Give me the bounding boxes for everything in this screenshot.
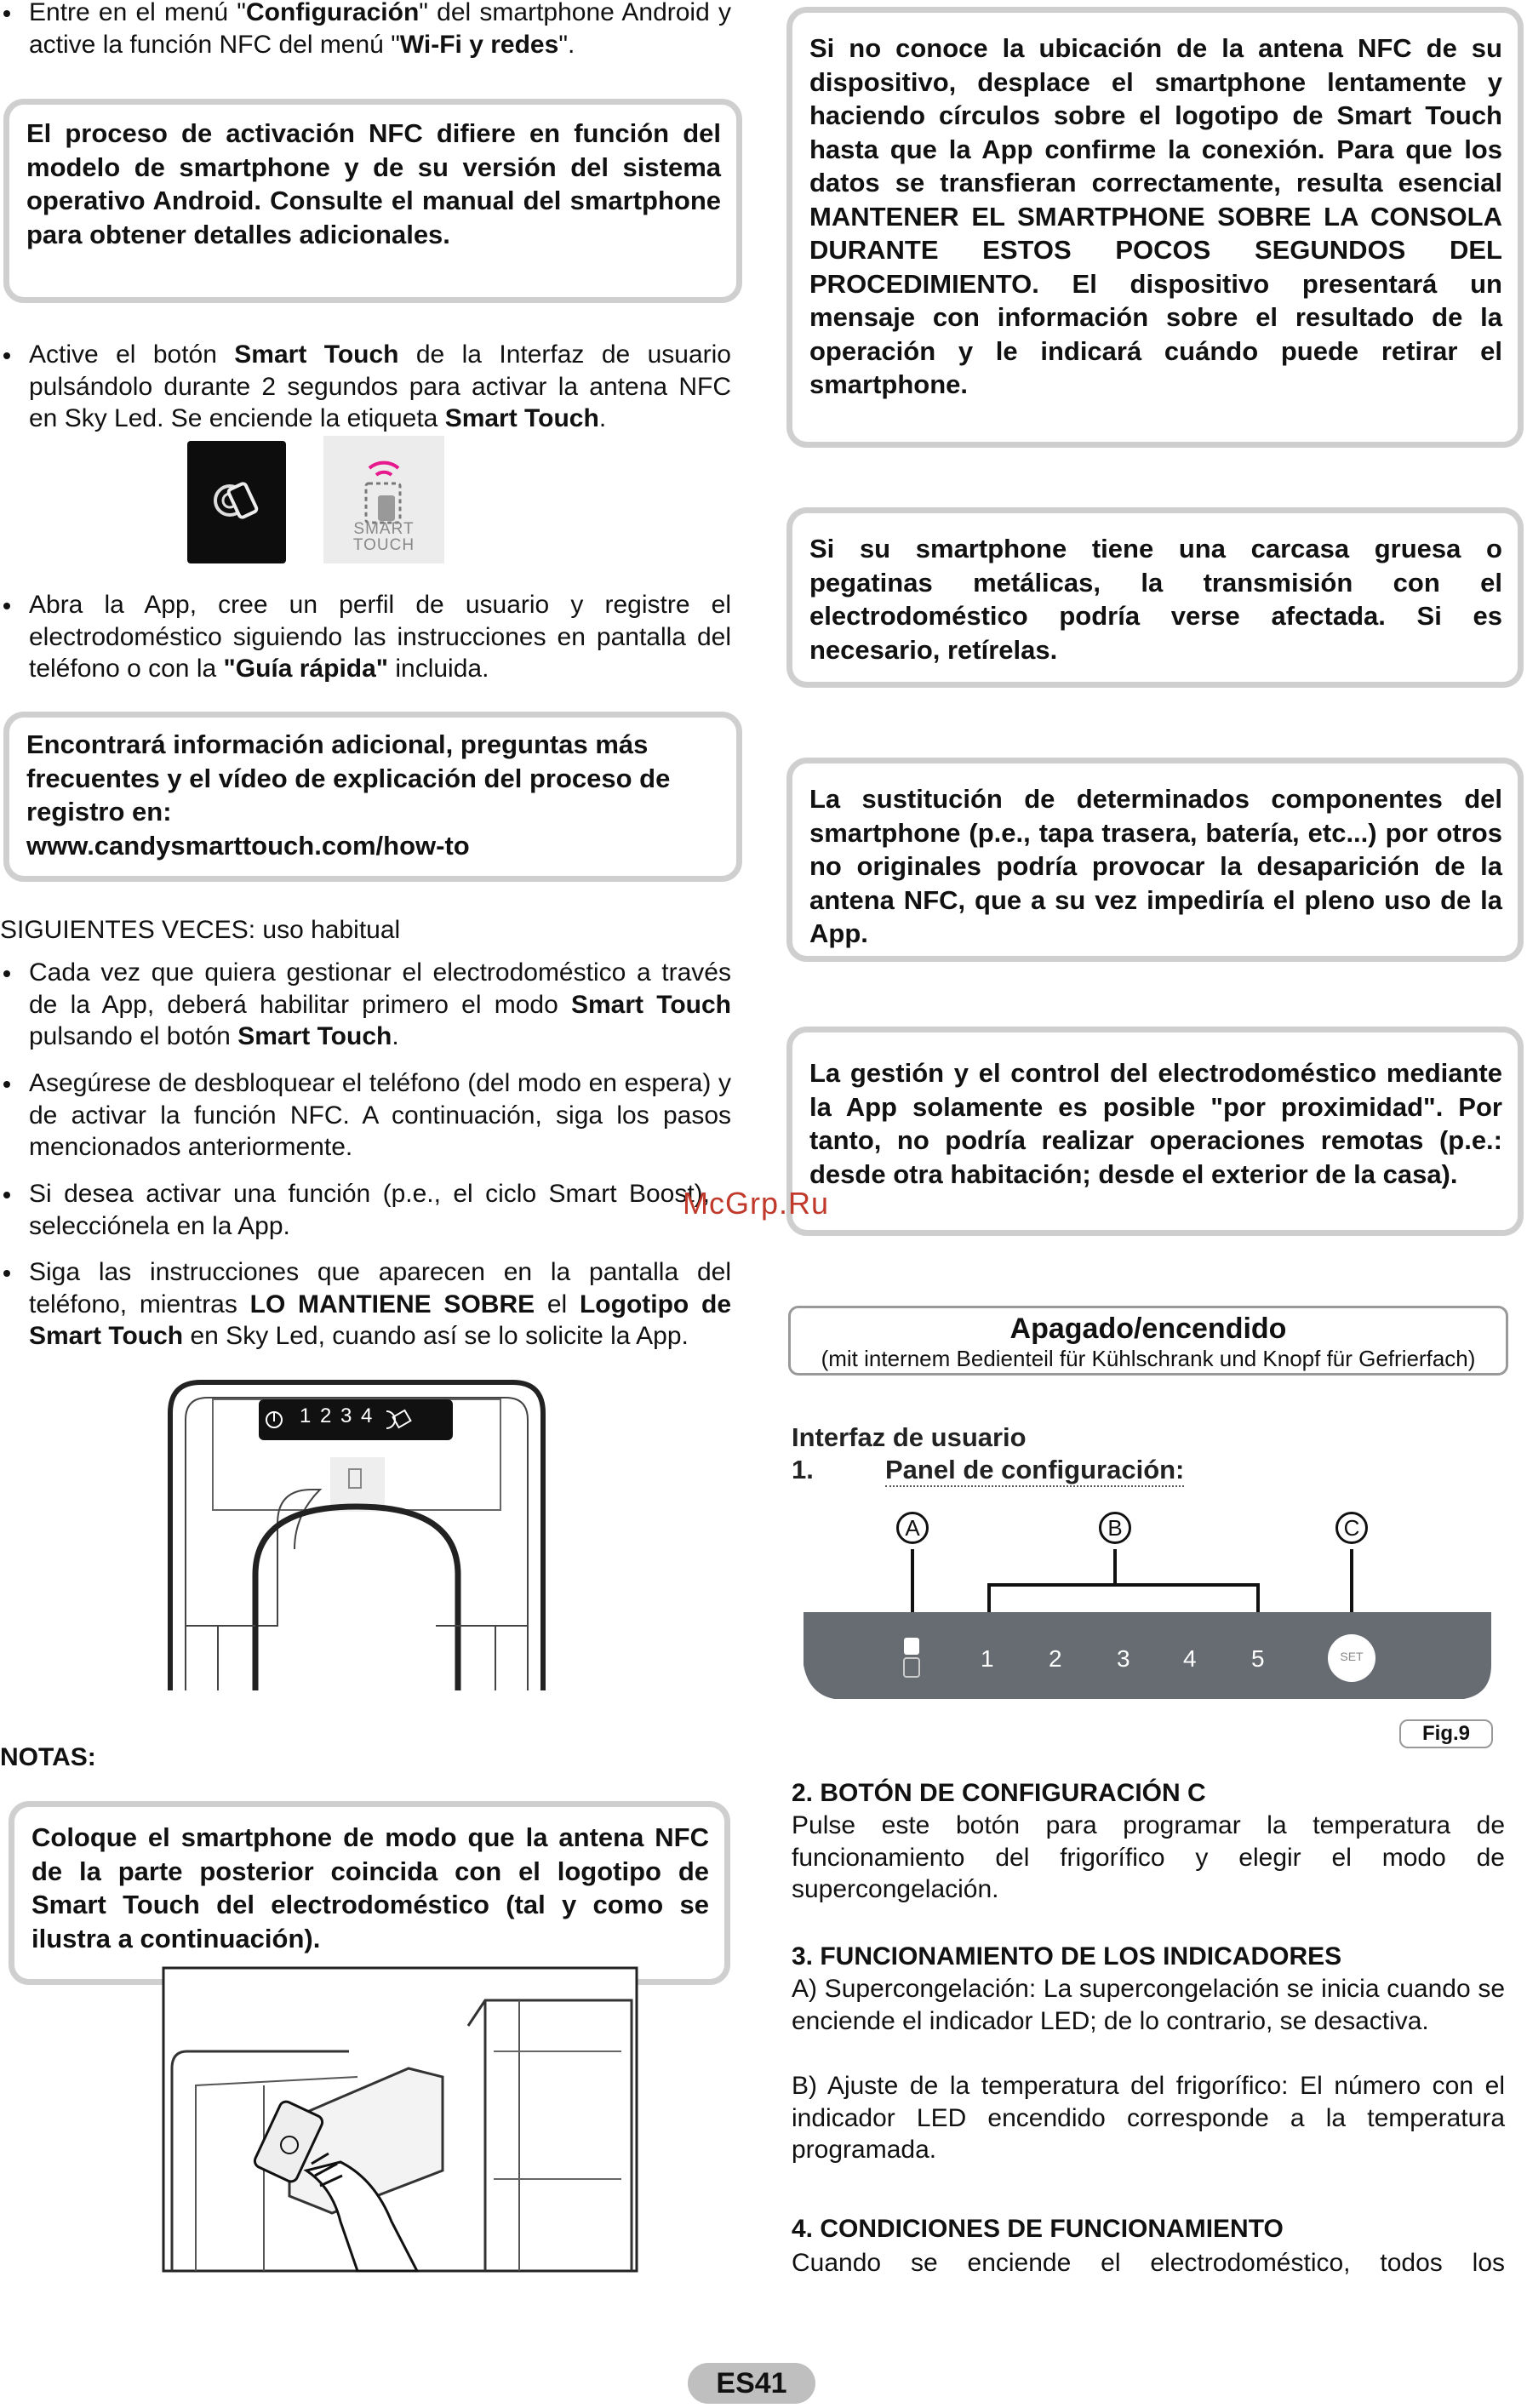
panel-digit-2: 2 [1049, 1645, 1062, 1672]
note-box-position-phone: Coloque el smartphone de modo que la antena NFC de la parte posterior coincida con el logotipo de Smart Touch del electrodoméstico (tal y como se ilustra a continuación). [9, 1801, 730, 1985]
note-box-component-replacement: La sustitución de determinados componentes del smartphone (p.e., tapa trasera, batería, etc...) por otros no originales podría provocar la desaparición de la antena NFC, que a su vez impediría el pleno uso de la App. [786, 758, 1524, 962]
instruction-open-app: Abra la App, cree un perfil de usuario y registre el electrodoméstico siguiendo las instrucciones en pantalla del teléfono o con la "Guía rápida" incluida. [29, 589, 731, 685]
bullet-desbloquear-telefono: Asegúrese de desbloquear el teléfono (del modo en espera) y de activar la función NFC. A continuación, siga los pasos mencionados anteriormente. [29, 1067, 731, 1164]
onoff-title: Apagado/encendido [1009, 1313, 1287, 1345]
control-panel-figure [800, 1512, 1495, 1716]
section-4-body: Cuando se enciende el electrodoméstico, todos los [792, 2249, 1505, 2277]
section-heading-siguientes-veces: SIGUIENTES VECES: uso habitual [0, 916, 401, 944]
section-2-body: Pulse este botón para programar la temperatura de funcionamiento del frigorífico y elegir el modo de supercongelación. [792, 1811, 1505, 1903]
smart-touch-logo-icon [323, 436, 444, 529]
control-panel-drawing [800, 1512, 1495, 1716]
panel-digit-3: 3 [1117, 1645, 1130, 1672]
section-4-title: 4. CONDICIONES DE FUNCIONAMIENTO [792, 2215, 1284, 2243]
fridge-console-illustration [167, 1379, 546, 1694]
ui-heading: Interfaz de usuario [792, 1422, 1027, 1452]
bullet-habilitar-smart-touch: Cada vez que quiera gestionar el electrodoméstico a través de la App, deberá habilitar primero el modo Smart Touch pulsando el botón Smart Touch. [29, 957, 731, 1053]
figure-label: Fig.9 [1399, 1719, 1493, 1748]
bullet-seguir-instrucciones: Siga las instrucciones que aparecen en la pantalla del teléfono, mientras LO MANTIENE SOBRE el Logotipo de Smart Touch en Sky Led, cuando así se lo solicite la App. [29, 1256, 731, 1353]
panel-heading-number: 1. [792, 1455, 814, 1484]
smart-touch-button-icon [187, 441, 286, 563]
section-3-supercongelacion: A) Supercongelación: La supercongelación se inicia cuando se enciende el indicador LED; de lo contrario, se desactiva. [792, 1975, 1505, 2035]
note-box-nfc-activation: El proceso de activación NFC difiere en función del modelo de smartphone y de su versión del sistema operativo Android. Consulte el manual del smartphone para obtener detalles adicionales. [3, 99, 742, 303]
phone-on-console-drawing [162, 1966, 638, 2273]
panel-digit-5: 5 [1251, 1645, 1265, 1672]
label-b: B [1099, 1512, 1131, 1544]
nfc-tap-icon [187, 441, 286, 563]
section-2-title: 2. BOTÓN DE CONFIGURACIÓN C [792, 1779, 1206, 1807]
note-box-thick-case: Si su smartphone tiene una carcasa gruesa o pegatinas metálicas, la transmisión con el electrodoméstico podría verse afectada. Si es necesario, retírelas. [786, 507, 1524, 688]
page-number: ES41 [716, 2367, 787, 2399]
phone-placement-illustration [162, 1966, 638, 2273]
note-box-more-info: Encontrará información adicional, preguntas más frecuentes y el vídeo de explicación del proceso de registro en: www.candysmarttouch.com/how-to [3, 712, 742, 882]
onoff-header-box [788, 1306, 1508, 1376]
page-number-badge [688, 2363, 815, 2404]
notes-heading: NOTAS: [0, 1743, 96, 1771]
panel-heading: Panel de configuración: [885, 1454, 1184, 1487]
watermark: McGrp.Ru [683, 1186, 830, 1221]
smart-touch-label-text: SMART TOUCH [352, 520, 415, 554]
set-button[interactable]: SET [1340, 1650, 1364, 1663]
instruction-smart-touch-button: Active el botón Smart Touch de la Interfaz de usuario pulsándolo durante 2 segundos para activar la antena NFC en Sky Led. Se enciende la etiqueta Smart Touch. [29, 339, 731, 435]
note-box-proximity-only: La gestión y el control del electrodoméstico mediante la App solamente es posible "por proximidad". Por tanto, no podría realizar operaciones remotas (p.e.: desde otra habitación; desde el exterior de la casa). [786, 1027, 1524, 1236]
bullet-activar-funcion: Si desea activar una función (p.e., el ciclo Smart Boost), selecciónela en la App. [29, 1178, 710, 1242]
console-display-numbers: 1 2 3 4 [300, 1404, 375, 1427]
onoff-subtitle: (mit internem Bedienteil für Kühlschrank und Knopf für Gefrierfach) [821, 1346, 1476, 1371]
panel-digit-1: 1 [981, 1645, 994, 1672]
support-link[interactable]: www.candysmarttouch.com/how-to [26, 830, 470, 861]
label-a: A [896, 1512, 929, 1544]
section-3-title: 3. FUNCIONAMIENTO DE LOS INDICADORES [792, 1942, 1342, 1970]
instruction-configuracion: Entre en el menú "Configuración" del smartphone Android y active la función NFC del menú "Wi-Fi y redes". [29, 0, 731, 60]
note-box-antenna-location: Si no conoce la ubicación de la antena NFC de su dispositivo, desplace el smartphone lentamente y haciendo círculos sobre el logotipo de Smart Touch hasta que la App confirme la conexión. Para que los datos se transfieran correctamente, resulta esencial MANTENER EL SMARTPHONE SOBRE LA CONSOLA DURANTE ESTOS POCOS SEGUNDOS DEL PROCEDIMIENTO. El dispositivo presentará un mensaje con información sobre el resultado de la operación y le indicará cuándo puede retirar el smartphone. [786, 7, 1524, 448]
panel-digit-4: 4 [1183, 1645, 1197, 1672]
smart-touch-label-icon [323, 436, 444, 563]
section-3-temperatura: B) Ajuste de la temperatura del frigorífico: El número con el indicador LED encendido corresponde a la temperatura programada. [792, 2072, 1505, 2164]
label-c: C [1335, 1512, 1368, 1544]
